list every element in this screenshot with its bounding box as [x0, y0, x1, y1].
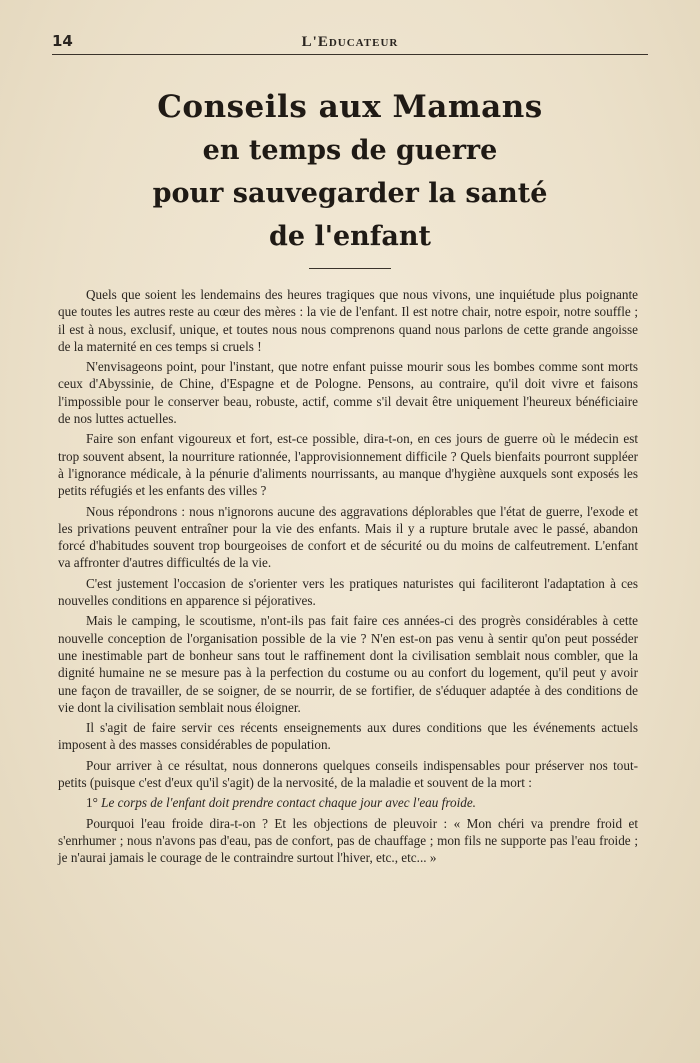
- page-header: [52, 32, 648, 55]
- article-body: [58, 286, 638, 870]
- paragraph-2: N'envisageons point, pour l'instant, que notre enfant puisse mourir sous les bombes comme sont morts ceux d'Abyssinie, de Chine, d'Espagne et de Pologne. Pensons, au contraire, qu'il doit vivre et faisons l'impossible pour le conserver beau, robuste, actif, comme s'il devait être uniquement l'heureux bénéficiaire de nos luttes actuelles.: [58, 359, 638, 427]
- paragraph-1: Quels que soient les lendemains des heures tragiques que nous vivons, une inquiétude plus poignante que toutes les autres reste au cœur des mères : la vie de l'enfant. Il est notre chair, notre espoir, notre souffle ; il est à nous, exclusif, unique, et toutes nous nous comprenons quand nous parlons de cette grande angoisse de la maternité en ces temps si cruels !: [58, 287, 638, 354]
- title-divider: [309, 268, 391, 269]
- title-line-3: pour sauvegarder la santé: [152, 178, 548, 209]
- paragraph-8: Pour arriver à ce résultat, nous donnerons quelques conseils indispensables pour préserver nos tout-petits (puisque c'est d'eux qu'il s'agit) de la nervosité, de la maladie et souvent de la mort :: [58, 757, 638, 791]
- paragraph-9: Pourquoi l'eau froide dira-t-on ? Et les objections de pleuvoir : « Mon chéri va prendre froid et s'enrhumer ; nous n'avons pas d'eau, pas de confort, pas de chauffage ; mon fils ne supporte pas l'eau froide ; je n'aurai jamais le courage de le contraindre surtout l'hiver, etc., etc... »: [58, 815, 638, 866]
- advice-item-number: 1°: [86, 795, 98, 811]
- title-line-4: de l'enfant: [269, 221, 431, 252]
- running-head: L'Educateur: [301, 34, 399, 50]
- title-line-1: Conseils aux Mamans: [157, 89, 543, 125]
- paragraph-7: Il s'agit de faire servir ces récents enseignements aux dures conditions que les événements actuels imposent à des masses considérables de population.: [58, 720, 638, 753]
- paragraph-6: Mais le camping, le scoutisme, n'ont-ils pas fait faire ces années-ci des progrès considérables à cette nouvelle conception de l'organisation possible de la vie ? N'en est-on pas venu à sentir qu'on peut posséder une inestimable part de bonheur sans tout le raffinement dont la civilisation semblait nous combler, que la dignité humaine ne se mesure pas à la perfection du costume ou au confort du logement, qu'il peut y avoir une façon de travailler, de se soigner, de se nourrir, de se fortifier, de s'éduquer adaptée à des conditions de vie dont la civilisation semblait nous éloigner.: [58, 613, 638, 715]
- page-number: 14: [52, 32, 73, 50]
- article-title: [52, 86, 648, 269]
- paragraph-4: Nous répondrons : nous n'ignorons aucune des aggravations déplorables que l'état de guerre, l'exode et les privations peuvent entraîner pour la vie des enfants. Mais il y a rupture brutale avec le passé, abandon forcé d'habitudes souvent trop bourgeoises de confort et de sécurité ou du moins de calfeutrement. L'enfant va affronter d'autres difficultés de la vie.: [58, 503, 638, 571]
- title-line-2: en temps de guerre: [202, 135, 498, 166]
- paragraph-5: C'est justement l'occasion de s'orienter vers les pratiques naturistes qui faciliteront l'adaptation à ces nouvelles conditions en apparence si péjoratives.: [58, 575, 638, 609]
- advice-item-text: Le corps de l'enfant doit prendre contact chaque jour avec l'eau froide.: [101, 795, 476, 811]
- advice-item-1: [58, 794, 638, 811]
- paragraph-3: Faire son enfant vigoureux et fort, est-ce possible, dira-t-on, en ces jours de guerre où le médecin est trop souvent absent, la nourriture rationnée, l'approvisionnement difficile ? Quels bienfaits pourront suppléer à l'ignorance médicale, à la pénurie d'aliments nourrissants, au manque d'hygiène auxquels sont exposés les petits réfugiés et les enfants des villes ?: [58, 431, 638, 499]
